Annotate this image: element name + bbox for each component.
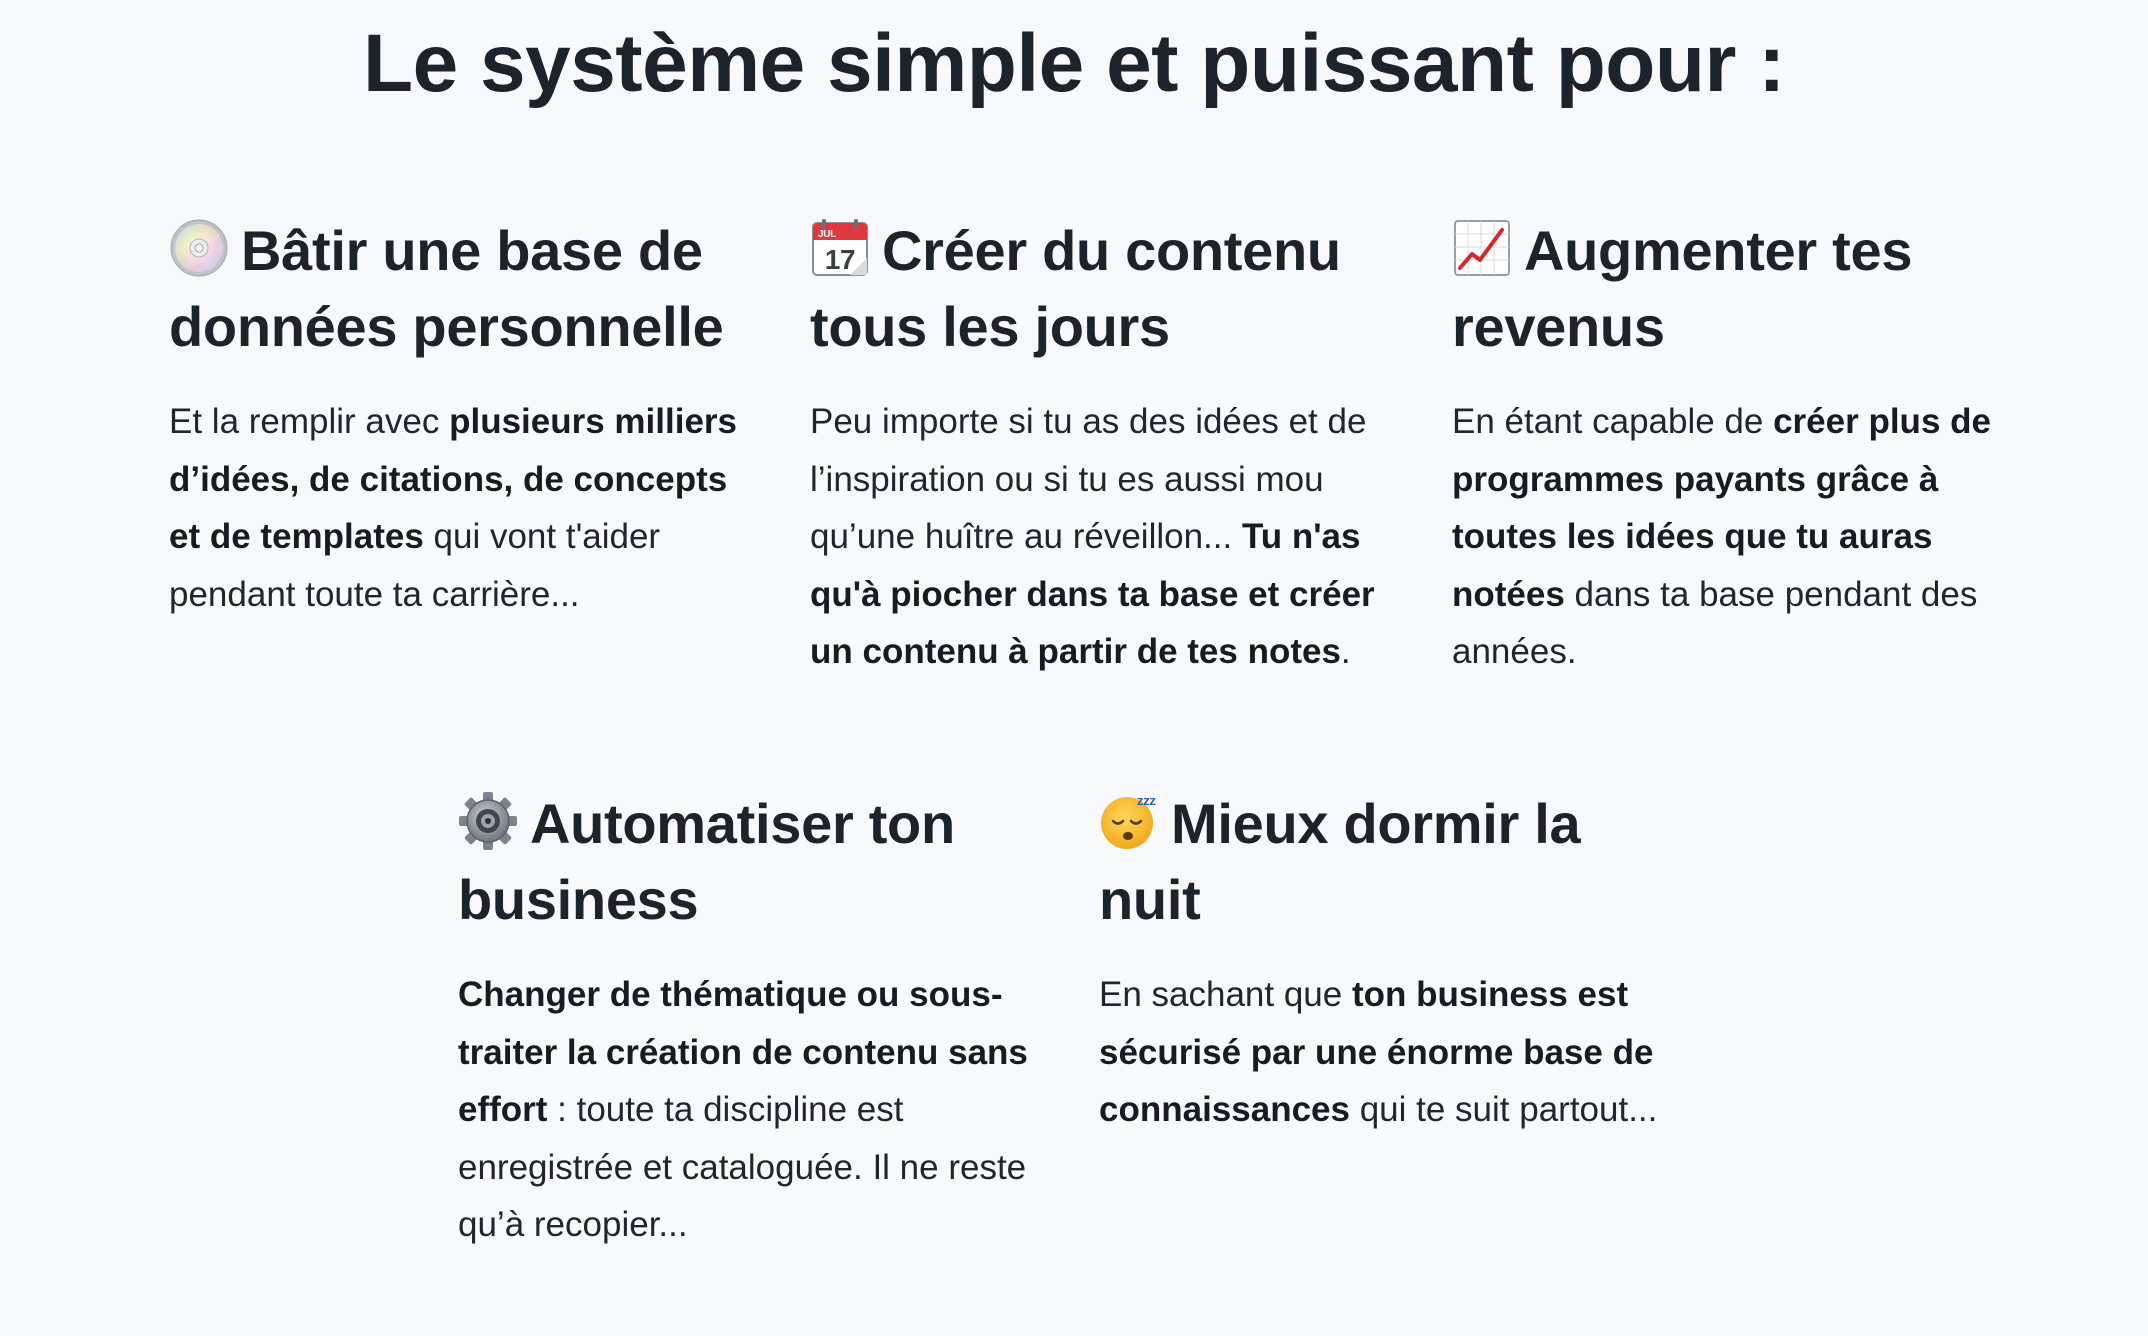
feature-card-database	[169, 213, 759, 623]
feature-body: En étant capable de créer plus de programmes payants grâce à toutes les idées que tu auras notées dans ta base pendant des années.	[1452, 402, 1991, 671]
feature-title: Bâtir une base de données personnelle	[169, 219, 724, 358]
svg-text:17: 17	[824, 244, 856, 275]
chart-increasing-icon	[1452, 218, 1512, 278]
feature-body: Et la remplir avec plusieurs milliers d’idées, de citations, de concepts et de templates qui vont t'aider pendant toute ta carrière...	[169, 402, 737, 614]
feature-body: Changer de thématique ou sous-traiter la création de contenu sans effort : toute ta discipline est enregistrée et cataloguée. Il ne reste qu’à recopier...	[458, 975, 1028, 1244]
feature-title: JUL 17 Créer du contenu tous les jours	[810, 219, 1341, 358]
feature-card-sleep	[1099, 786, 1689, 1139]
feature-title: Augmenter tes revenus	[1452, 219, 1913, 358]
feature-title: Automatiser ton business	[458, 792, 955, 931]
calendar-icon	[810, 218, 870, 278]
sleeping-face-icon	[1099, 791, 1159, 851]
gear-icon	[458, 791, 518, 851]
svg-text:zzz: zzz	[1137, 793, 1156, 808]
optical-disc-icon	[169, 218, 229, 278]
page-title: Le système simple et puissant pour :	[363, 18, 1785, 109]
feature-body: En sachant que ton business est sécurisé par une énorme base de connaissances qui te suit partout...	[1099, 975, 1658, 1129]
svg-text:JUL: JUL	[818, 229, 836, 240]
feature-card-automation	[458, 786, 1048, 1254]
feature-card-content	[810, 213, 1400, 681]
feature-body: Peu importe si tu as des idées et de l’inspiration ou si tu es aussi mou qu’une huître au réveillon... Tu n'as qu'à piocher dans ta base et créer un contenu à partir de tes notes.	[810, 402, 1375, 671]
feature-title: zzz Mieux dormir la nuit	[1099, 792, 1581, 931]
feature-card-revenue	[1452, 213, 2042, 681]
